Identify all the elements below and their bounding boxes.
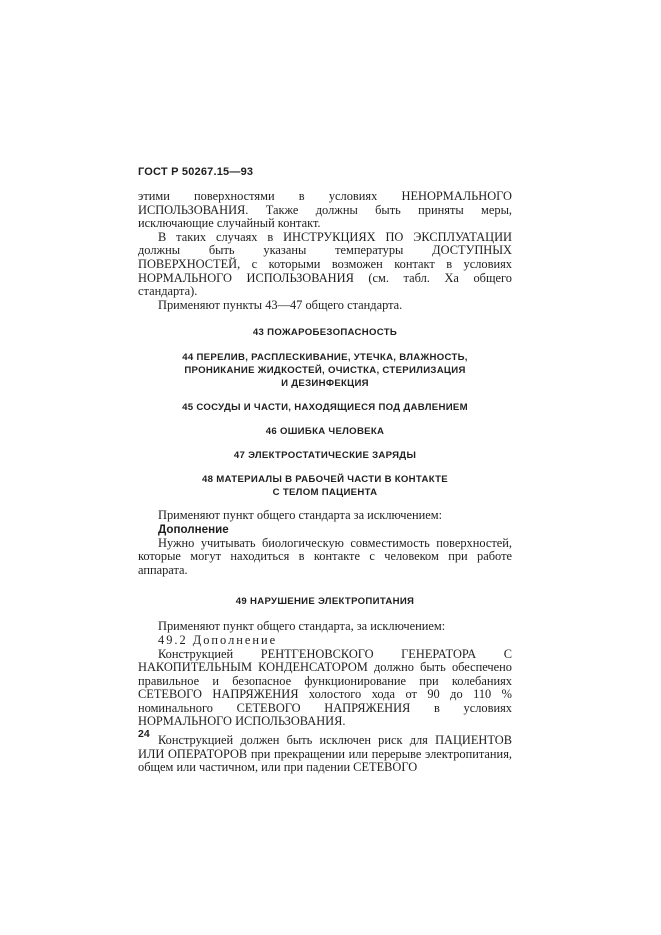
section-heading-44-line1: 44 ПЕРЕЛИВ, РАСПЛЕСКИВАНИЕ, УТЕЧКА, ВЛАЖНОСТЬ, (182, 352, 468, 364)
paragraph-49-intro: Применяют пункт общего стандарта, за исключением: (158, 619, 446, 634)
section-heading-44-line2: ПРОНИКАНИЕ ЖИДКОСТЕЙ, ОЧИСТКА, СТЕРИЛИЗАЦИЯ (184, 365, 466, 377)
section-heading-48-line2: С ТЕЛОМ ПАЦИЕНТА (272, 487, 378, 499)
paragraph-48-text: Нужно учитывать биологическую совместимость поверхностей, которые могут находиться в контакте с человеком при работе аппарата. (138, 535, 512, 577)
paragraph-49-text2: Конструкцией должен быть исключен риск для ПАЦИЕНТОВ ИЛИ ОПЕРАТОРОВ при прекращении или перерыве электропитания, общем или частичном, или при падении СЕТЕВОГО (138, 733, 512, 775)
section-heading-45: 45 СОСУДЫ И ЧАСТИ, НАХОДЯЩИЕСЯ ПОД ДАВЛЕНИЕМ (182, 402, 468, 414)
section-heading-49: 49 НАРУШЕНИЕ ЭЛЕКТРОПИТАНИЯ (235, 596, 415, 608)
section-heading-48-line1: 48 МАТЕРИАЛЫ В РАБОЧЕЙ ЧАСТИ В КОНТАКТЕ (202, 474, 448, 486)
paragraph-instructions: В таких случаях в ИНСТРУКЦИЯХ ПО ЭКСПЛУАТАЦИИ должны быть указаны температуры ДОСТУПНЫХ ПОВЕРХНОСТЕЙ, с которыми возможен контакт в условиях НОРМАЛЬНОГО ИСПОЛЬЗОВАНИЯ (см. табл. Ха общего стандарта). (138, 229, 512, 299)
section-heading-48 (138, 473, 512, 499)
page-body (138, 190, 512, 775)
section-heading-46: 46 ОШИБКА ЧЕЛОВЕКА (265, 426, 385, 438)
section-heading-43: 43 ПОЖАРОБЕЗОПАСНОСТЬ (252, 327, 398, 339)
page-number: 24 (138, 728, 150, 740)
section-heading-47: 47 ЭЛЕКТРОСТАТИЧЕСКИЕ ЗАРЯДЫ (233, 450, 417, 462)
paragraph-48-intro: Применяют пункт общего стандарта за исключением: (158, 508, 443, 523)
section-heading-44-line3: И ДЕЗИНФЕКЦИЯ (281, 378, 369, 390)
document-code: ГОСТ Р 50267.15—93 (138, 166, 254, 178)
section-heading-44 (138, 351, 512, 390)
addition-label-49-2: 49.2 Дополнение (158, 632, 278, 647)
paragraph-49-text1: Конструкцией РЕНТГЕНОВСКОГО ГЕНЕРАТОРА С НАКОПИТЕЛЬНЫМ КОНДЕНСАТОРОМ должно быть обеспечено правильное и безопасное функционирование при колебаниях СЕТЕВОГО НАПРЯЖЕНИЯ холостого хода от 90 до 110 % номинального СЕТЕВОГО НАПРЯЖЕНИЯ в условиях НОРМАЛЬНОГО ИСПОЛЬЗОВАНИЯ. (138, 646, 512, 729)
paragraph-continued: этими поверхностями в условиях НЕНОРМАЛЬНОГО ИСПОЛЬЗОВАНИЯ. Также должны быть приняты меры, исключающие случайный контакт. (138, 189, 512, 231)
paragraph-applies-43-47: Применяют пункты 43—47 общего стандарта. (158, 297, 403, 312)
addition-label-48: Дополнение (158, 522, 229, 536)
